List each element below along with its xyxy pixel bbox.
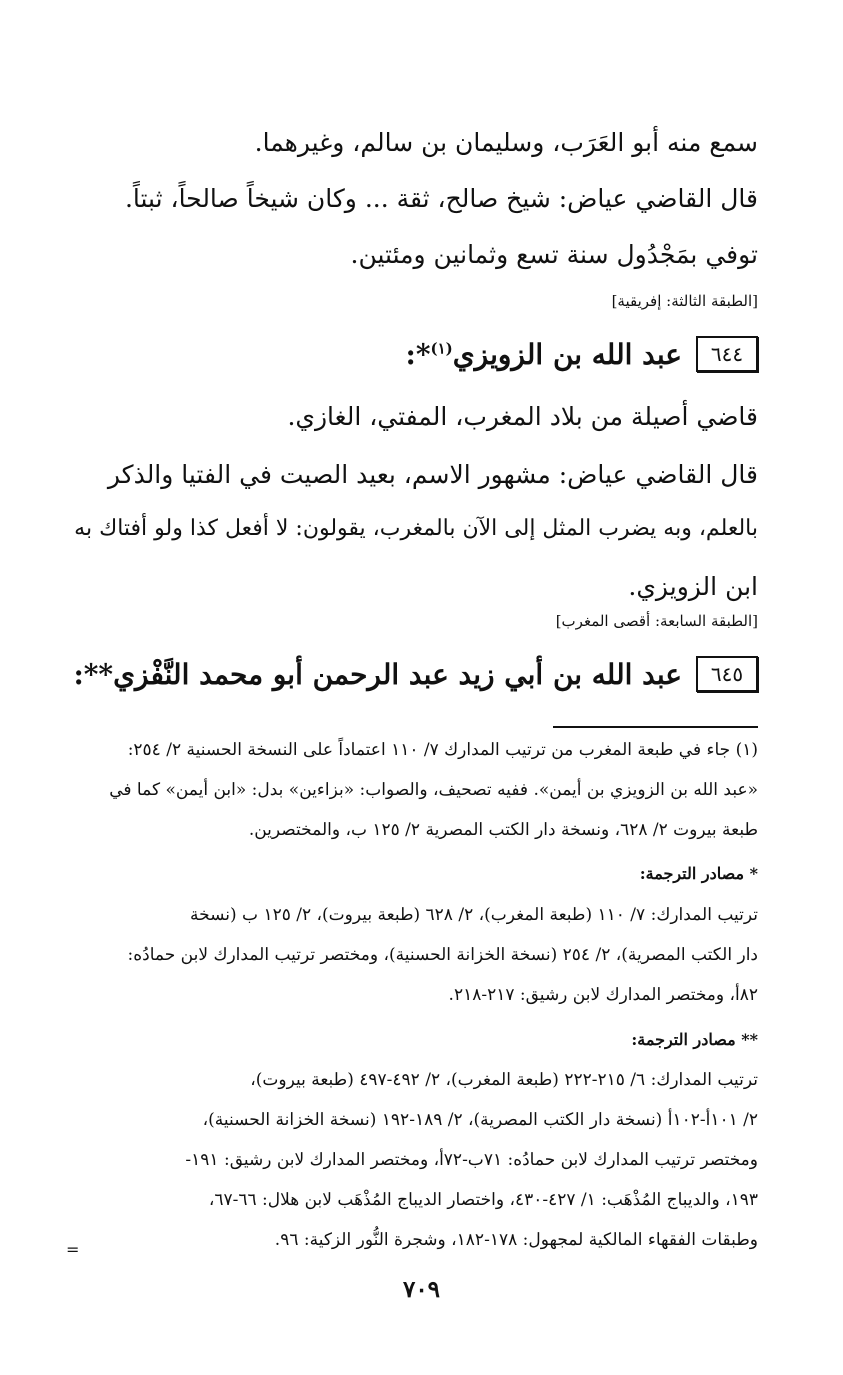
page-number: ٧٠٩ — [402, 1276, 441, 1303]
entry-heading-645 — [73, 656, 758, 692]
text-line: بالعلم، وبه يضرب المثل إلى الآن بالمغرب، يقولون: لا أفعل كذا ولو أفتاك به — [74, 516, 758, 541]
entry-title — [405, 338, 682, 371]
footnote-line: ترتيب المدارك: ٦/ ٢١٥-٢٢٢ (طبعة المغرب)، ٢/ ٤٩٢-٤٩٧ (طبعة بيروت)، — [250, 1070, 758, 1090]
sources-heading: ** مصادر الترجمة: — [631, 1030, 758, 1049]
sources-heading: * مصادر الترجمة: — [639, 864, 758, 883]
entry-name: عبد الله بن الزويزي — [452, 337, 682, 371]
footnote-rule — [553, 726, 758, 728]
entry-number: ٦٤٥ — [710, 662, 744, 686]
footnote-line: ٢/ ١٠١أ-١٠٢أ (نسخة دار الكتب المصرية)، ٢/ ١٨٩-١٩٢ (نسخة الخزانة الحسنية)، — [202, 1110, 758, 1130]
text-line: قال القاضي عياض: مشهور الاسم، بعيد الصيت في الفتيا والذكر — [107, 460, 758, 489]
source-mark: **: — [73, 657, 114, 691]
entry-name: عبد الله بن أبي زيد عبد الرحمن أبو محمد النَّفْزي — [113, 657, 682, 691]
generation-tag: [الطبقة الثالثة: إفريقية] — [611, 292, 758, 310]
footnote-line: وطبقات الفقهاء المالكية لمجهول: ١٧٨-١٨٢، وشجرة النُّور الزكية: ٩٦. — [274, 1230, 758, 1250]
entry-heading-644 — [405, 336, 758, 372]
source-mark: *: — [405, 337, 431, 371]
footnote-line: دار الكتب المصرية)، ٢/ ٢٥٤ (نسخة الخزانة الحسنية)، ومختصر ترتيب المدارك لابن حمادُه: — [127, 945, 758, 965]
text-line: توفي بمَجْدُول سنة تسع وثمانين ومئتين. — [350, 240, 758, 269]
text-line: قال القاضي عياض: شيخ صالح، ثقة ... وكان شيخاً صالحاً، ثبتاً. — [124, 184, 758, 213]
footnote-line: (١) جاء في طبعة المغرب من ترتيب المدارك ٧/ ١١٠ اعتماداً على النسخة الحسنية ٢/ ٢٥٤: — [127, 740, 758, 760]
footnote-line: ترتيب المدارك: ٧/ ١١٠ (طبعة المغرب)، ٢/ ٦٢٨ (طبعة بيروت)، ٢/ ١٢٥ ب (نسخة — [190, 905, 758, 925]
footnote-line: طبعة بيروت ٢/ ٦٢٨، ونسخة دار الكتب المصرية ٢/ ١٢٥ ب، والمختصرين. — [248, 820, 758, 840]
text-line: سمع منه أبو العَرَب، وسليمان بن سالم، وغيرهما. — [254, 128, 758, 157]
entry-number-box — [696, 656, 758, 692]
generation-tag: [الطبقة السابعة: أقصى المغرب] — [555, 612, 758, 630]
text-line: ابن الزويزي. — [628, 572, 758, 601]
footnote-line: «عبد الله بن الزويزي بن أيمن». ففيه تصحيف، والصواب: «بزاءين» بدل: «ابن أيمن» كما في — [109, 780, 758, 800]
footnote-line: ومختصر ترتيب المدارك لابن حمادُه: ٧١ب-٧٢أ، ومختصر المدارك لابن رشيق: ١٩١- — [185, 1150, 758, 1170]
entry-title — [73, 658, 682, 691]
margin-mark: = — [66, 1240, 80, 1259]
entry-number-box — [696, 336, 758, 372]
text-line: قاضي أصيلة من بلاد المغرب، المفتي، الغازي. — [287, 402, 758, 431]
footnote-line: ٨٢أ، ومختصر المدارك لابن رشيق: ٢١٧-٢١٨. — [448, 985, 758, 1005]
entry-number: ٦٤٤ — [710, 342, 744, 366]
footnote-line: ١٩٣، والديباج المُذْهَب: ١/ ٤٢٧-٤٣٠، واختصار الديباج المُذْهَب لابن هلال: ٦٦-٦٧، — [208, 1190, 758, 1210]
footnote-ref: (١) — [430, 339, 453, 358]
